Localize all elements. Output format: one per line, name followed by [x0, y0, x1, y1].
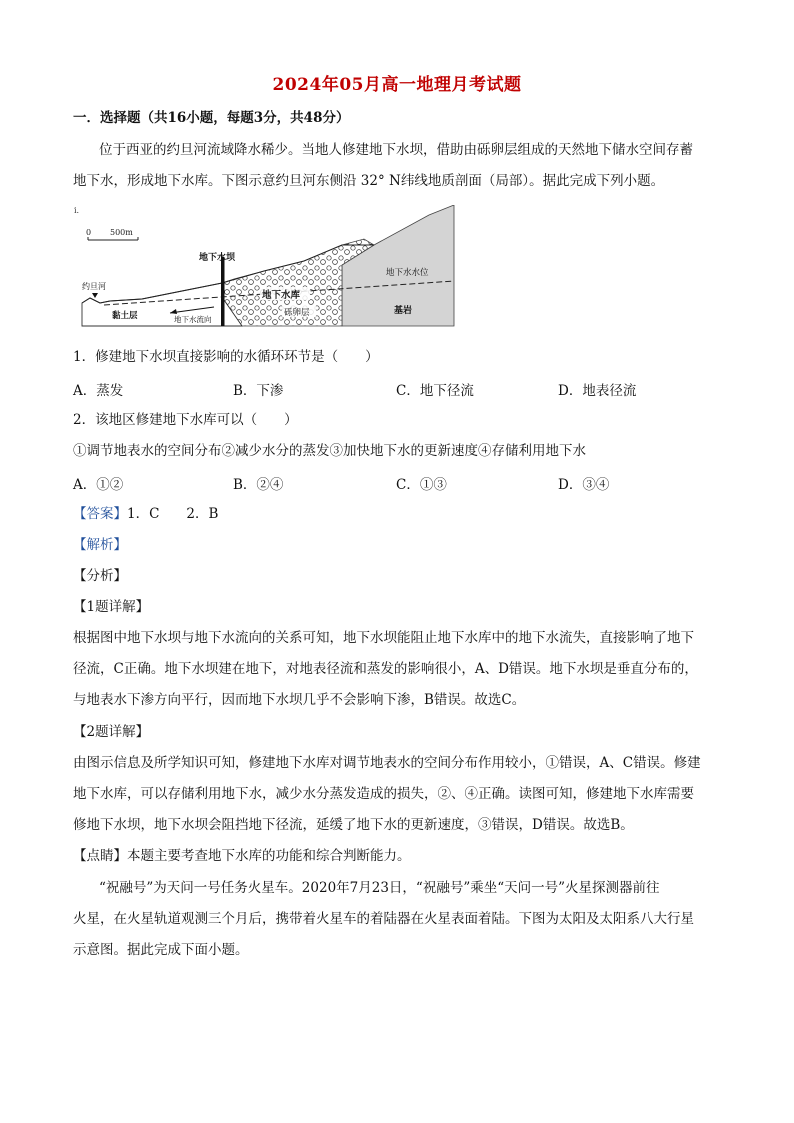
- q2-option-c[interactable]: C．①③: [396, 477, 447, 493]
- comment-tag: 【点睛】: [73, 848, 127, 864]
- detail1-line-1: 根据图中地下水坝与地下水流向的关系可知，地下水坝能阻止地下水库中的地下水流失，直接影响了地下: [73, 630, 694, 646]
- passage2-line-3: 示意图。据此完成下面小题。: [73, 942, 249, 958]
- detail1-tag: 【1题详解】: [73, 599, 150, 615]
- detail1-line-3: 与地表水下渗方向平行，因而地下水坝几乎不会影响下渗，B错误。故选C。: [73, 692, 526, 708]
- comment-text: 本题主要考查地下水库的功能和综合判断能力。: [127, 848, 411, 864]
- river-marker: [92, 293, 98, 298]
- q2-option-a[interactable]: A．①②: [73, 477, 124, 493]
- q1-option-c[interactable]: C．地下径流: [396, 383, 474, 399]
- figure-mark: i.: [74, 206, 80, 215]
- q1-option-a[interactable]: A．蒸发: [73, 383, 124, 399]
- section-heading: 一．选择题（共16小题，每题3分，共48分）: [73, 110, 350, 126]
- detail2-line-1: 由图示信息及所学知识可知，修建地下水库对调节地表水的空间分布作用较小，①错误，A、C错误。修建: [73, 755, 701, 771]
- scale-label: 500m: [110, 228, 133, 237]
- geologic-cross-section-figure: [74, 205, 458, 330]
- detail2-line-3: 修地下水坝，地下水坝会阻挡地下径流，延缓了地下水的更新速度，③错误，D错误。故选B。: [73, 817, 634, 833]
- q2-option-b[interactable]: B．②④: [233, 477, 284, 493]
- passage2-line-1: “祝融号”为天问一号任务火星车。2020年7月23日，“祝融号”乘坐“天问一号”火星探测器前往: [99, 880, 660, 896]
- dam-label: 地下水坝: [199, 253, 236, 263]
- q1-option-b[interactable]: B．下渗: [233, 383, 284, 399]
- page-title: 2024年05月高一地理月考试题: [272, 75, 522, 95]
- passage2-line-2: 火星，在火星轨道观测三个月后，携带着火星车的着陆器在火星表面着陆。下图为太阳及太阳系八大行星: [73, 911, 694, 927]
- passage1-line-1: 位于西亚的约旦河流域降水稀少。当地人修建地下水坝，借助由砾卵层组成的天然地下储水空间存蓄: [99, 142, 693, 158]
- detail2-line-2: 地下水库，可以存储利用地下水，减少水分蒸发造成的损失，②、④正确。读图可知，修建地下水库需要: [73, 786, 694, 802]
- bedrock-label: 基岩: [394, 306, 413, 316]
- fenxi-tag: 【分析】: [73, 568, 127, 584]
- clay-label: 黏土层: [112, 311, 138, 321]
- detail1-line-2: 径流，C正确。地下水坝建在地下，对地表径流和蒸发的影响很小，A、D错误。地下水坝是垂直分布的，: [73, 661, 698, 677]
- comment-line: [73, 846, 723, 866]
- underground-dam: [221, 257, 225, 326]
- q1-option-d[interactable]: D．地表径流: [558, 383, 637, 399]
- answer-line: [73, 504, 723, 524]
- q2-option-d[interactable]: D．③④: [558, 477, 610, 493]
- question-2-stem: 2．该地区修建地下水库可以（ ）: [73, 412, 298, 428]
- water-level-label: 地下水水位: [386, 268, 429, 278]
- reservoir-label: 地下水库: [262, 290, 301, 301]
- passage1-line-2: 地下水，形成地下水库。下图示意约旦河东侧沿 32° N纬线地质剖面（局部）。据此完成下列小题。: [73, 173, 665, 189]
- gravel-label: 砾卵层: [284, 308, 310, 318]
- detail2-tag: 【2题详解】: [73, 724, 150, 740]
- question-2-statements: ①调节地表水的空间分布②减少水分的蒸发③加快地下水的更新速度④存储利用地下水: [73, 443, 586, 459]
- answer-text: 1．C 2．B: [127, 506, 219, 522]
- flow-label: 地下水流向: [174, 315, 212, 324]
- river-label: 约旦河: [82, 282, 106, 291]
- question-1-stem: 1．修建地下水坝直接影响的水循环环节是（ ）: [73, 349, 379, 365]
- answer-tag: 【答案】: [73, 506, 127, 522]
- analysis-tag: 【解析】: [73, 537, 127, 553]
- scale-zero: 0: [86, 228, 92, 237]
